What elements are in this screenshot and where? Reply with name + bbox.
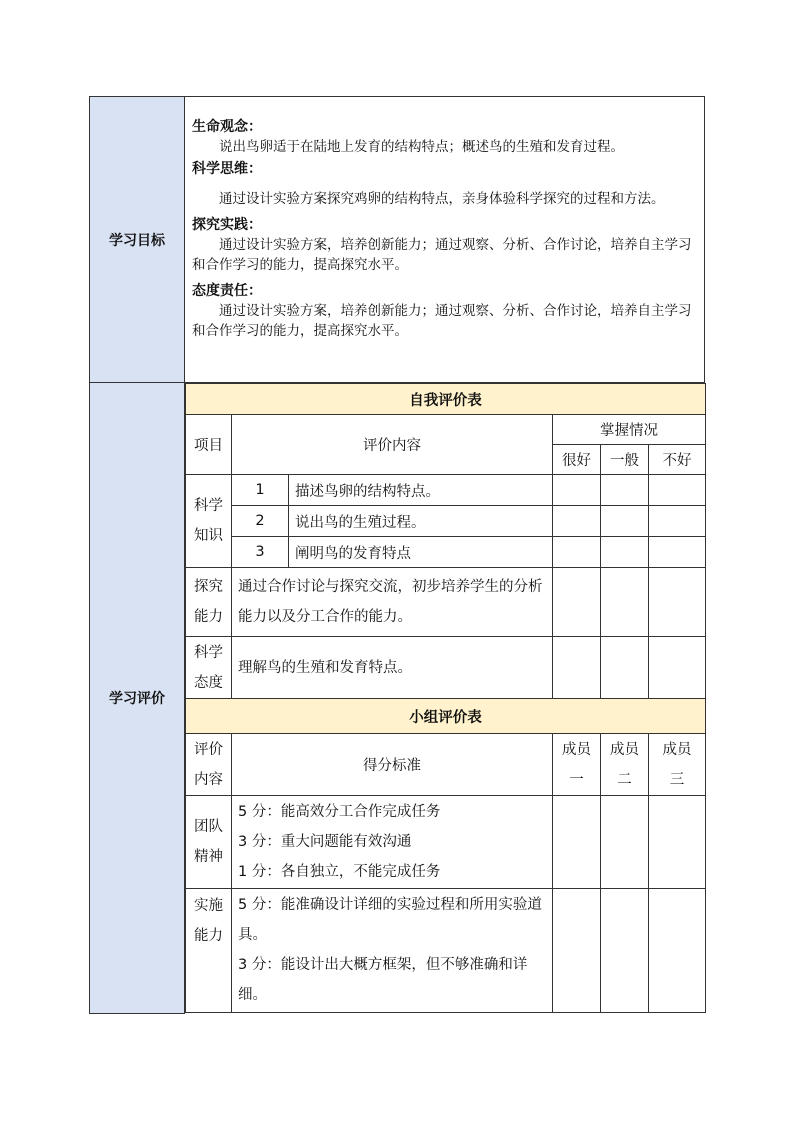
knowledge-item-num: 1 xyxy=(232,475,289,506)
evaluation-container xyxy=(185,383,705,1014)
rating-cell[interactable] xyxy=(601,637,649,699)
attitude-label: 科学态度 xyxy=(186,637,232,699)
knowledge-item-text: 阐明鸟的发育特点 xyxy=(289,537,553,568)
rating-cell[interactable] xyxy=(649,537,706,568)
ability-text: 通过合作讨论与探究交流，初步培养学生的分析能力以及分工合作的能力。 xyxy=(232,568,553,637)
rating-cell[interactable] xyxy=(553,568,601,637)
rating-cell[interactable] xyxy=(649,568,706,637)
rating-cell[interactable] xyxy=(601,506,649,537)
team-spirit-criteria xyxy=(232,796,553,889)
level-average: 一般 xyxy=(601,445,649,475)
self-col-mastery: 掌握情况 xyxy=(553,415,706,445)
level-poor: 不好 xyxy=(649,445,706,475)
score-cell[interactable] xyxy=(601,889,649,1013)
goal-text-scientific-thinking: 通过设计实验方案探究鸡卵的结构特点，亲身体验科学探究的过程和方法。 xyxy=(219,191,665,207)
self-col-content: 评价内容 xyxy=(232,415,553,475)
rating-cell[interactable] xyxy=(601,537,649,568)
goal-heading-inquiry-practice: 探究实践： xyxy=(192,217,262,233)
criteria-line: 5 分：能准确设计详细的实验过程和所用实验道具。 xyxy=(238,897,542,943)
criteria-line: 3 分：能设计出大概方框架，但不够准确和详细。 xyxy=(238,957,528,1003)
implementation-label: 实施能力 xyxy=(186,889,232,1013)
criteria-line: 1 分：各自独立，不能完成任务 xyxy=(238,864,441,880)
rating-cell[interactable] xyxy=(601,475,649,506)
rating-cell[interactable] xyxy=(649,506,706,537)
knowledge-item-num: 2 xyxy=(232,506,289,537)
score-cell[interactable] xyxy=(601,796,649,889)
ability-label: 探究能力 xyxy=(186,568,232,637)
learning-goals-content xyxy=(185,97,705,383)
rating-cell[interactable] xyxy=(553,475,601,506)
rating-cell[interactable] xyxy=(553,637,601,699)
implementation-criteria xyxy=(232,889,553,1013)
criteria-line: 3 分：重大问题能有效沟通 xyxy=(238,834,412,850)
group-col-content: 评价内容 xyxy=(186,734,232,796)
rating-cell[interactable] xyxy=(649,475,706,506)
rating-cell[interactable] xyxy=(553,537,601,568)
lesson-plan-table xyxy=(89,96,705,1014)
group-evaluation-title: 小组评价表 xyxy=(186,699,706,734)
knowledge-label: 科学知识 xyxy=(186,475,232,568)
member-two-header: 成员二 xyxy=(601,734,649,796)
rating-cell[interactable] xyxy=(553,506,601,537)
rating-cell[interactable] xyxy=(649,637,706,699)
group-col-standard: 得分标准 xyxy=(232,734,553,796)
attitude-text: 理解鸟的生殖和发育特点。 xyxy=(232,637,553,699)
goal-heading-life-concept: 生命观念： xyxy=(192,119,262,135)
score-cell[interactable] xyxy=(553,796,601,889)
score-cell[interactable] xyxy=(649,889,706,1013)
team-spirit-label: 团队精神 xyxy=(186,796,232,889)
learning-evaluation-label: 学习评价 xyxy=(90,383,185,1014)
goal-text-life-concept: 说出鸟卵适于在陆地上发育的结构特点；概述鸟的生殖和发育过程。 xyxy=(219,139,624,155)
score-cell[interactable] xyxy=(649,796,706,889)
knowledge-item-num: 3 xyxy=(232,537,289,568)
member-three-header: 成员三 xyxy=(649,734,706,796)
knowledge-item-text: 说出鸟的生殖过程。 xyxy=(289,506,553,537)
member-one-header: 成员一 xyxy=(553,734,601,796)
knowledge-item-text: 描述鸟卵的结构特点。 xyxy=(289,475,553,506)
goal-heading-attitude: 态度责任： xyxy=(192,283,262,299)
goal-text-attitude: 通过设计实验方案，培养创新能力；通过观察、分析、合作讨论，培养自主学习和合作学习的能力，提高探究水平。 xyxy=(192,303,692,339)
self-col-item: 项目 xyxy=(186,415,232,475)
criteria-line: 5 分：能高效分工合作完成任务 xyxy=(238,804,441,820)
rating-cell[interactable] xyxy=(601,568,649,637)
goal-text-inquiry-practice: 通过设计实验方案，培养创新能力；通过观察、分析、合作讨论，培养自主学习和合作学习的能力，提高探究水平。 xyxy=(192,237,692,273)
score-cell[interactable] xyxy=(553,889,601,1013)
self-evaluation-title: 自我评价表 xyxy=(186,384,706,415)
evaluation-table xyxy=(185,383,706,1013)
learning-goals-label: 学习目标 xyxy=(90,97,185,383)
goal-heading-scientific-thinking: 科学思维： xyxy=(192,161,262,177)
level-very-good: 很好 xyxy=(553,445,601,475)
